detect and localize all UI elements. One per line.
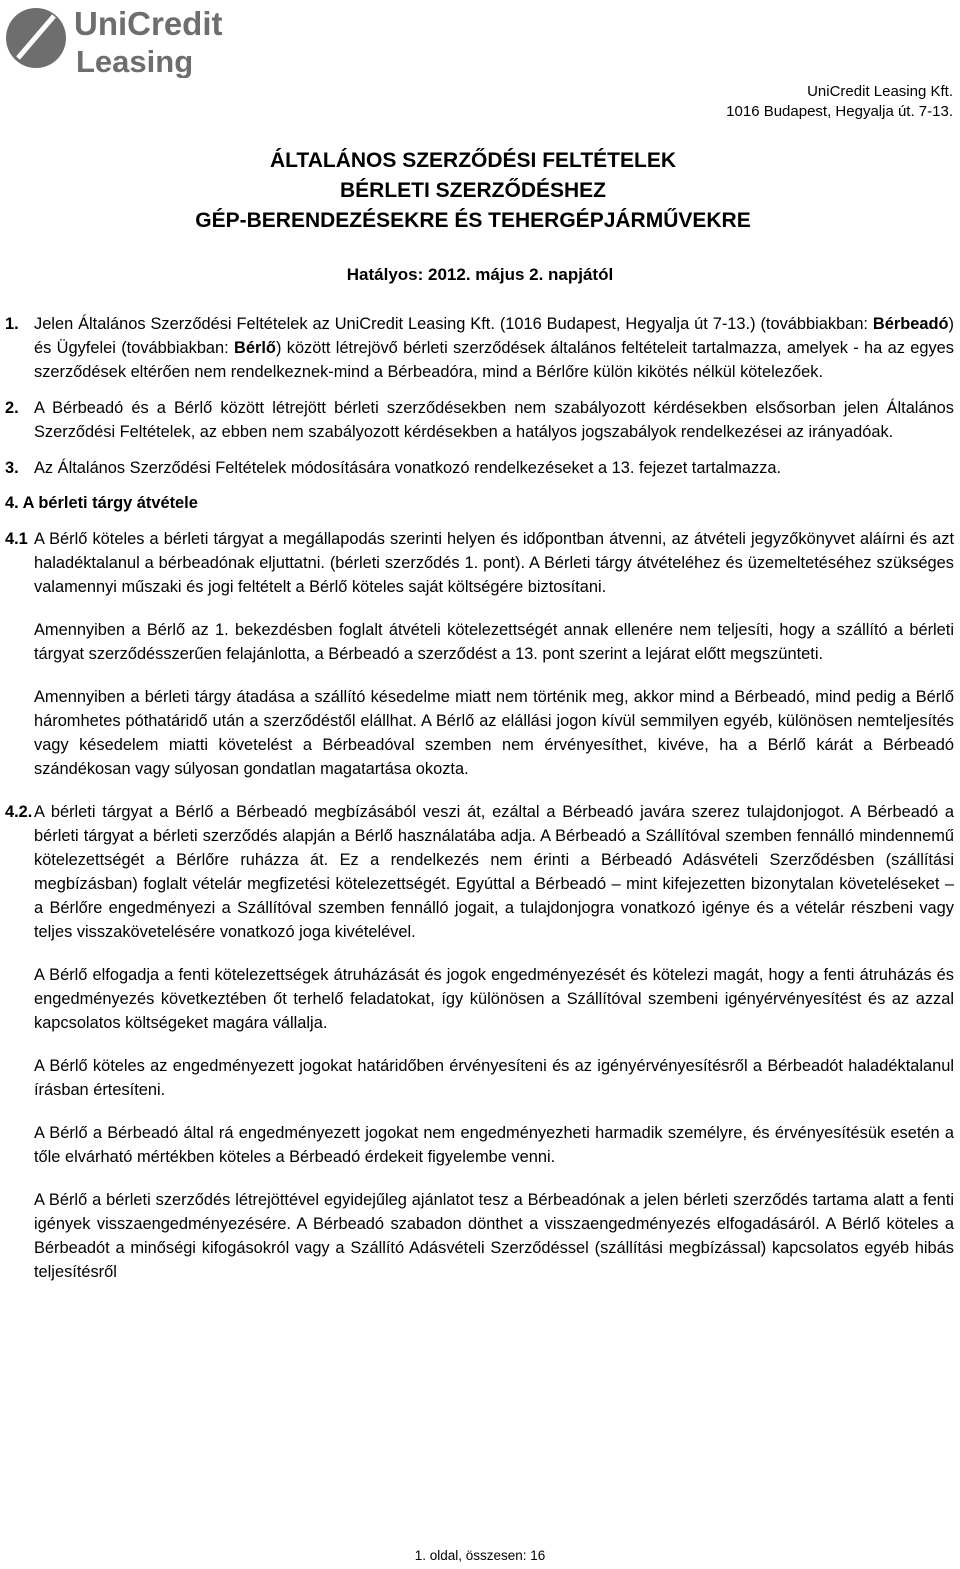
paragraph-4-2-d: A Bérlő a Bérbeadó által rá engedményezett jogokat nem engedményezheti harmadik személyre, és érvényesítésük esetén a tőle elvárható mértékben köteles a Bérbeadó érdekeit figyelembe venni. — [34, 1124, 954, 1166]
paragraph-4-2-e: A Bérlő a bérleti szerződés létrejöttével egyidejűleg ajánlatot tesz a Bérbeadónak a jelen bérleti szerződés tartama alatt a fenti igények visszaengedményezésére. A Bérbeadó szabadon dönthet a visszaengedményezés elfogadásáról. A Bérlő köteles a Bérbeadót a minőségi kifogásokról vagy a Szállító Adásvételi Szerződéssel (szállítási megbízással) kapcsolatos egyéb hibás teljesítésről — [34, 1191, 954, 1281]
paragraph-4-2 — [5, 800, 954, 944]
p1-text-e: ) között létrejövő bérleti szerződések általános feltételeit tartalmazza, amelyek - ha az egyes szerződések eltérően nem rendelkeznek-mind a Bérbeadóra, mind a Bérlőre külön kikötés nélkül kötelezőek. — [34, 339, 954, 381]
paragraph-number: 4.2. — [5, 803, 33, 821]
paragraph-1 — [5, 312, 954, 384]
paragraph-3 — [5, 456, 954, 480]
title-line-1: ÁLTALÁNOS SZERZŐDÉSI FELTÉTELEK — [270, 149, 676, 172]
paragraph-number: 4.1 — [5, 530, 28, 548]
paragraph-4-1-b: Amennyiben a Bérlő az 1. bekezdésben foglalt átvételi kötelezettségét annak ellenére nem teljesíti, hogy a szállító a bérleti tárgyat szerződésszerűen felajánlotta, a Bérbeadó a szerződést a 13. pont szerint a lejárat előtt megszünteti. — [34, 621, 954, 663]
paragraph-4-1-c: Amennyiben a bérleti tárgy átadása a szállító késedelme miatt nem történik meg, akkor mind a Bérbeadó, mind pedig a Bérlő háromhetes póthatáridő után a szerződéstől elállhat. A Bérlő az elállási jogon kívül semmilyen egyéb, különösen nemteljesítés vagy késedelem miatti követelést a Bérbeadóval szemben nem érvényesíthet, kivéve, ha a Bérlő kárát a Bérbeadó szándékosan vagy súlyosan gondatlan magatartása okozta. — [34, 688, 954, 778]
paragraph-number: 1. — [5, 315, 19, 333]
effective-date: Hatályos: 2012. május 2. napjától — [346, 265, 614, 284]
paragraph-text: A bérleti tárgyat a Bérlő a Bérbeadó megbízásából veszi át, ezáltal a Bérbeadó javára szerez tulajdonjogot. A Bérbeadó a bérleti tárgyat a bérleti szerződés alapján a Bérlő használatába adja. A Bérbeadó a Szállítóval szemben fennálló mindennemű kötelezettségét a Bérlőre ruházza át. Ez a rendelkezés nem érinti a Bérbeadó Adásvételi Szerződésben (szállítási megbízásban) foglalt vételár megfizetési kötelezettségét. Egyúttal a Bérbeadó – mint kifejezetten bizonytalan követeléseket – a Bérlőre engedményezi a Szállítóval szemben fennálló jogait, a tulajdonjogra vonatkozó igénye és a vételár részbeni vagy teljes visszakövetelésére vonatkozó joga kivételével. — [34, 803, 954, 941]
paragraph-text: A Bérlő köteles a bérleti tárgyat a megállapodás szerinti helyen és időpontban átvenni, az átvételi jegyzőkönyvet aláírni és azt haladéktalanul a bérbeadónak eljuttatni. (bérleti szerződés 1. pont). A Bérleti tárgy átvételéhez és üzemeltetéséhez szükséges valamennyi műszaki és jogi feltételt a Bérlő köteles saját költségére biztosítani. — [34, 530, 954, 596]
paragraph-4-1 — [5, 527, 954, 599]
company-address: 1016 Budapest, Hegyalja út. 7-13. — [726, 103, 953, 120]
paragraph-number: 3. — [5, 459, 19, 477]
paragraph-4-2-c: A Bérlő köteles az engedményezett jogokat határidőben érvényesíteni és az igényérvényesítésről a Bérbeadót haladéktalanul írásban értesíteni. — [34, 1057, 954, 1099]
logo-text-unicredit: UniCredit — [74, 5, 223, 42]
paragraph-4-2-b: A Bérlő elfogadja a fenti kötelezettségek átruházását és jogok engedményezését és kötelezi magát, hogy a fenti átruházás és engedményezés következtében őt terhelő feladatokat, így különösen a Szállítóval szembeni igényérvényesítést és az azzal kapcsolatos költségeket magára vállalja. — [34, 966, 954, 1032]
company-name: UniCredit Leasing Kft. — [807, 83, 953, 100]
term-berlo: Bérlő — [234, 339, 276, 357]
paragraph-2 — [5, 396, 954, 444]
company-address-block — [726, 82, 953, 122]
paragraph-text: A Bérbeadó és a Bérlő között létrejött bérleti szerződésekben nem szabályozott kérdésekben elsősorban jelen Általános Szerződési Feltételek, az ebben nem szabályozott kérdésekben a hatályos jogszabályok rendelkezései az irányadóak. — [34, 399, 954, 441]
title-line-3: GÉP-BERENDEZÉSEKRE ÉS TEHERGÉPJÁRMŰVEKRE — [195, 209, 751, 232]
paragraph-number: 2. — [5, 399, 19, 417]
paragraph-text: Az Általános Szerződési Feltételek módosítására vonatkozó rendelkezéseket a 13. fejezet tartalmazza. — [34, 459, 782, 477]
section-heading-4: 4. A bérleti tárgy átvétele — [5, 494, 198, 512]
unicredit-leasing-logo — [4, 2, 234, 78]
document-body — [5, 312, 954, 1284]
p1-text-a: Jelen Általános Szerződési Feltételek az UniCredit Leasing Kft. (1016 Budapest, Hegyalja út 7-13.) (továbbiakban: — [34, 315, 873, 333]
page-number: 1. oldal, összesen: 16 — [414, 1548, 546, 1563]
logo-text-leasing: Leasing — [76, 44, 194, 78]
document-title — [0, 146, 960, 236]
title-line-2: BÉRLETI SZERZŐDÉSHEZ — [339, 179, 607, 202]
term-berbeado: Bérbeadó — [872, 315, 949, 333]
p1-text-c: ) és Ügyfelei (továbbiakban: — [34, 315, 954, 357]
